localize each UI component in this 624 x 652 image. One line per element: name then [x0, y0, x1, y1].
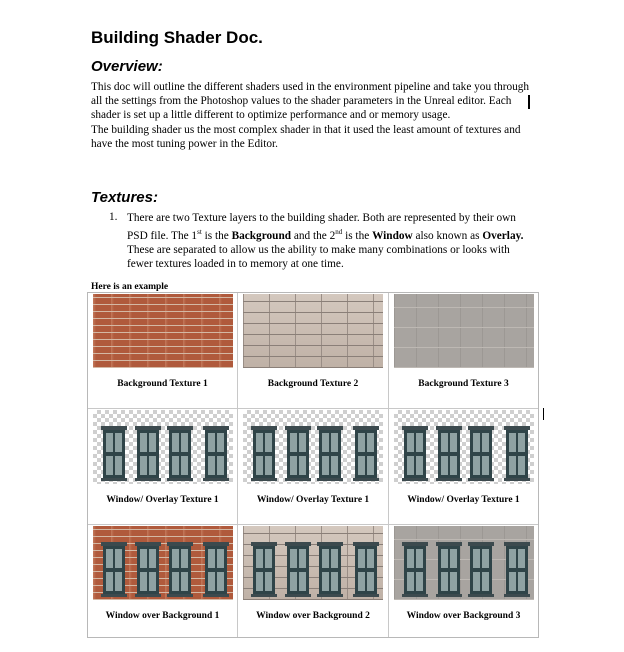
window-frame	[402, 542, 428, 597]
superscript: st	[197, 228, 202, 237]
example-label: Here is an example	[91, 282, 169, 292]
window-overlay-icon	[243, 526, 383, 600]
window-frame	[101, 426, 127, 481]
texture-swatch	[394, 294, 534, 368]
cell-caption: Window over Background 3	[406, 611, 521, 621]
cell-caption: Background Texture 2	[267, 379, 359, 389]
cell-caption: Window/ Overlay Texture 1	[407, 495, 520, 505]
window-frame	[353, 542, 379, 597]
window-overlay-icon	[394, 410, 534, 484]
window-frame	[504, 542, 530, 597]
document-title: Building Shader Doc.	[91, 28, 263, 47]
table-cell	[389, 293, 538, 409]
table-cell	[389, 525, 538, 637]
texture-swatch	[394, 526, 534, 600]
list-item-1	[127, 211, 537, 272]
cell-caption: Window over Background 1	[105, 611, 220, 621]
window-frame	[285, 426, 311, 481]
window-frame	[101, 542, 127, 597]
texture-swatch	[93, 410, 233, 484]
window-frame	[436, 542, 462, 597]
cell-caption: Window/ Overlay Texture 1	[256, 495, 370, 505]
window-frame	[436, 426, 462, 481]
window-frame	[317, 542, 343, 597]
window-frame	[317, 426, 343, 481]
window-frame	[251, 542, 277, 597]
list-text-part: There are two Texture layers to the building shader. Both are represented by their own PSD file. The 1	[127, 212, 516, 242]
window-frame	[285, 542, 311, 597]
window-frame	[135, 426, 161, 481]
window-overlay-icon	[394, 526, 534, 600]
table-cell	[238, 525, 389, 637]
texture-swatch	[243, 410, 383, 484]
window-frame	[167, 426, 193, 481]
list-number: 1.	[109, 211, 118, 223]
overview-paragraph-1: This doc will outline the different shaders used in the environment pipeline and take you through all the settings from the Photoshop values to the shader parameters in the Unreal editor. Each shader is set up a little different to optimize performance and or memory usage.	[91, 81, 530, 122]
window-frame	[504, 426, 530, 481]
window-overlay-icon	[243, 410, 383, 484]
overview-text	[91, 80, 536, 151]
texture-swatch	[243, 294, 383, 368]
texture-swatch	[394, 410, 534, 484]
window-frame	[468, 426, 494, 481]
window-frame	[135, 542, 161, 597]
overview-heading: Overview:	[91, 58, 163, 75]
texture-swatch	[93, 294, 233, 368]
window-frame	[402, 426, 428, 481]
superscript: nd	[335, 228, 343, 237]
list-text-part: These are separated to allow us the ability to make many combinations or looks with fewer textures loaded in to memory at one time.	[127, 244, 510, 271]
window-frame	[203, 426, 229, 481]
table-cell	[238, 293, 389, 409]
overview-paragraph-2: The building shader us the most complex shader in that it used the least amount of textures and have the most tuning power in the Editor.	[91, 123, 521, 150]
list-text-part: is the	[201, 229, 232, 242]
window-frame	[167, 542, 193, 597]
table-cell	[88, 409, 238, 525]
table-cell	[238, 409, 389, 525]
window-frame	[468, 542, 494, 597]
window-frame	[251, 426, 277, 481]
table-cell	[88, 525, 238, 637]
list-text-part: also known as	[412, 229, 483, 242]
texture-swatch	[243, 526, 383, 600]
textures-heading: Textures:	[91, 189, 158, 206]
list-bold-term: Window	[372, 229, 413, 242]
texture-example-table	[87, 292, 539, 638]
cell-caption: Window over Background 2	[256, 611, 370, 621]
cell-caption: Background Texture 3	[418, 379, 509, 389]
window-frame	[353, 426, 379, 481]
table-cursor	[543, 408, 544, 420]
list-text-part: is the	[342, 229, 373, 242]
window-overlay-icon	[93, 410, 233, 484]
texture-swatch	[93, 526, 233, 600]
cell-caption: Background Texture 1	[117, 379, 208, 389]
window-frame	[203, 542, 229, 597]
cell-caption: Window/ Overlay Texture 1	[106, 495, 219, 505]
window-overlay-icon	[93, 526, 233, 600]
list-bold-term: Background	[231, 229, 292, 242]
list-text-part: and the 2	[291, 229, 336, 242]
list-bold-term: Overlay.	[482, 229, 524, 242]
table-cell	[88, 293, 238, 409]
text-cursor	[528, 95, 530, 109]
table-cell	[389, 409, 538, 525]
